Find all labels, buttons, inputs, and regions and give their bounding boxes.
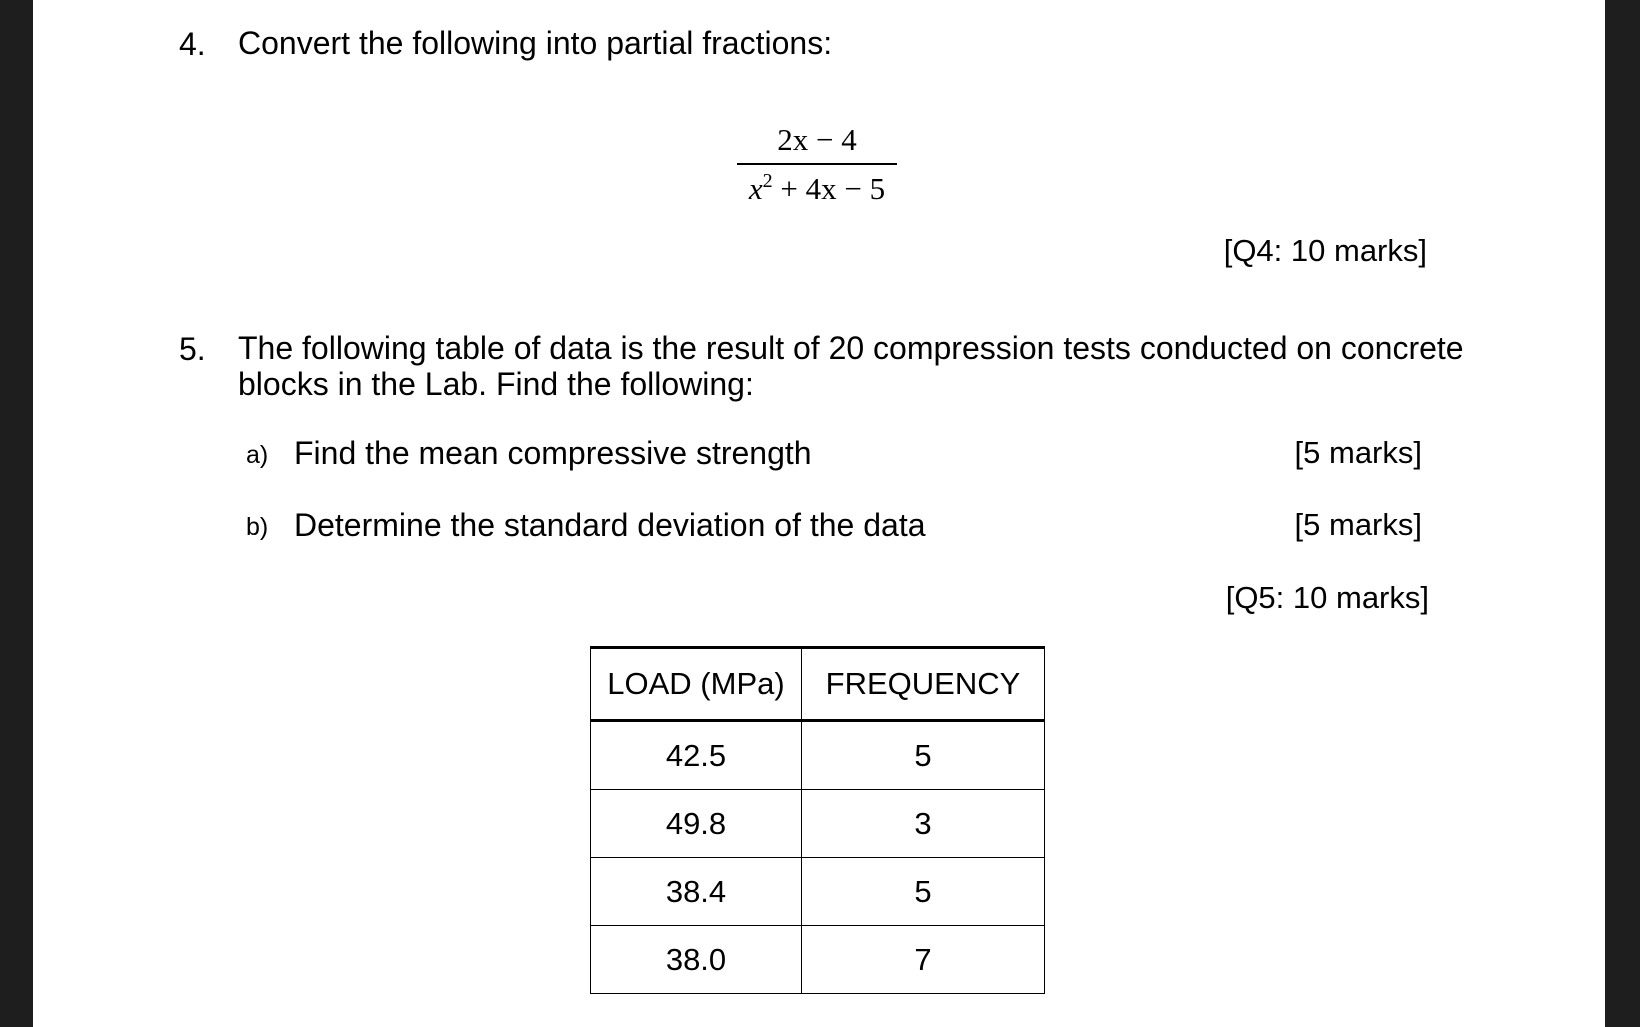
load-cell: 38.4 [591, 858, 802, 926]
q5-number: 5. [179, 331, 206, 367]
q4-marks: [Q4: 10 marks] [1223, 233, 1427, 268]
load-cell: 42.5 [591, 721, 802, 790]
part-a-marks: [5 marks] [1294, 435, 1422, 470]
header-frequency: FREQUENCY [802, 648, 1045, 721]
part-a-text: Find the mean compressive strength [294, 435, 812, 471]
frequency-cell: 3 [802, 790, 1045, 858]
denominator-rest: + 4x − 5 [772, 171, 886, 206]
q4-fraction [737, 122, 897, 207]
fraction-bar [737, 163, 897, 165]
q5-prompt-line2: blocks in the Lab. Find the following: [238, 366, 754, 402]
q4-number: 4. [179, 26, 206, 62]
denominator-exponent: 2 [762, 170, 773, 192]
part-b-text: Determine the standard deviation of the data [294, 507, 926, 543]
frequency-cell: 7 [802, 926, 1045, 994]
table-row [591, 858, 1045, 926]
part-a-label: a) [246, 441, 269, 469]
fraction-denominator [737, 171, 897, 207]
table-header-row [591, 648, 1045, 721]
part-b-marks: [5 marks] [1294, 507, 1422, 542]
denominator-base: x [748, 171, 763, 206]
q5-prompt-line1: The following table of data is the result of 20 compression tests conducted on concrete [238, 330, 1464, 366]
fraction-numerator: 2x − 4 [777, 122, 857, 157]
table-row [591, 926, 1045, 994]
compression-data-table [590, 646, 1045, 994]
header-load: LOAD (MPa) [591, 648, 802, 721]
table-row [591, 790, 1045, 858]
frequency-cell: 5 [802, 858, 1045, 926]
table-row [591, 721, 1045, 790]
load-cell: 49.8 [591, 790, 802, 858]
frequency-cell: 5 [802, 721, 1045, 790]
document-page [33, 0, 1605, 1027]
q5-marks: [Q5: 10 marks] [1225, 580, 1429, 615]
q4-prompt: Convert the following into partial fractions: [238, 25, 833, 61]
part-b-label: b) [246, 513, 269, 541]
load-cell: 38.0 [591, 926, 802, 994]
